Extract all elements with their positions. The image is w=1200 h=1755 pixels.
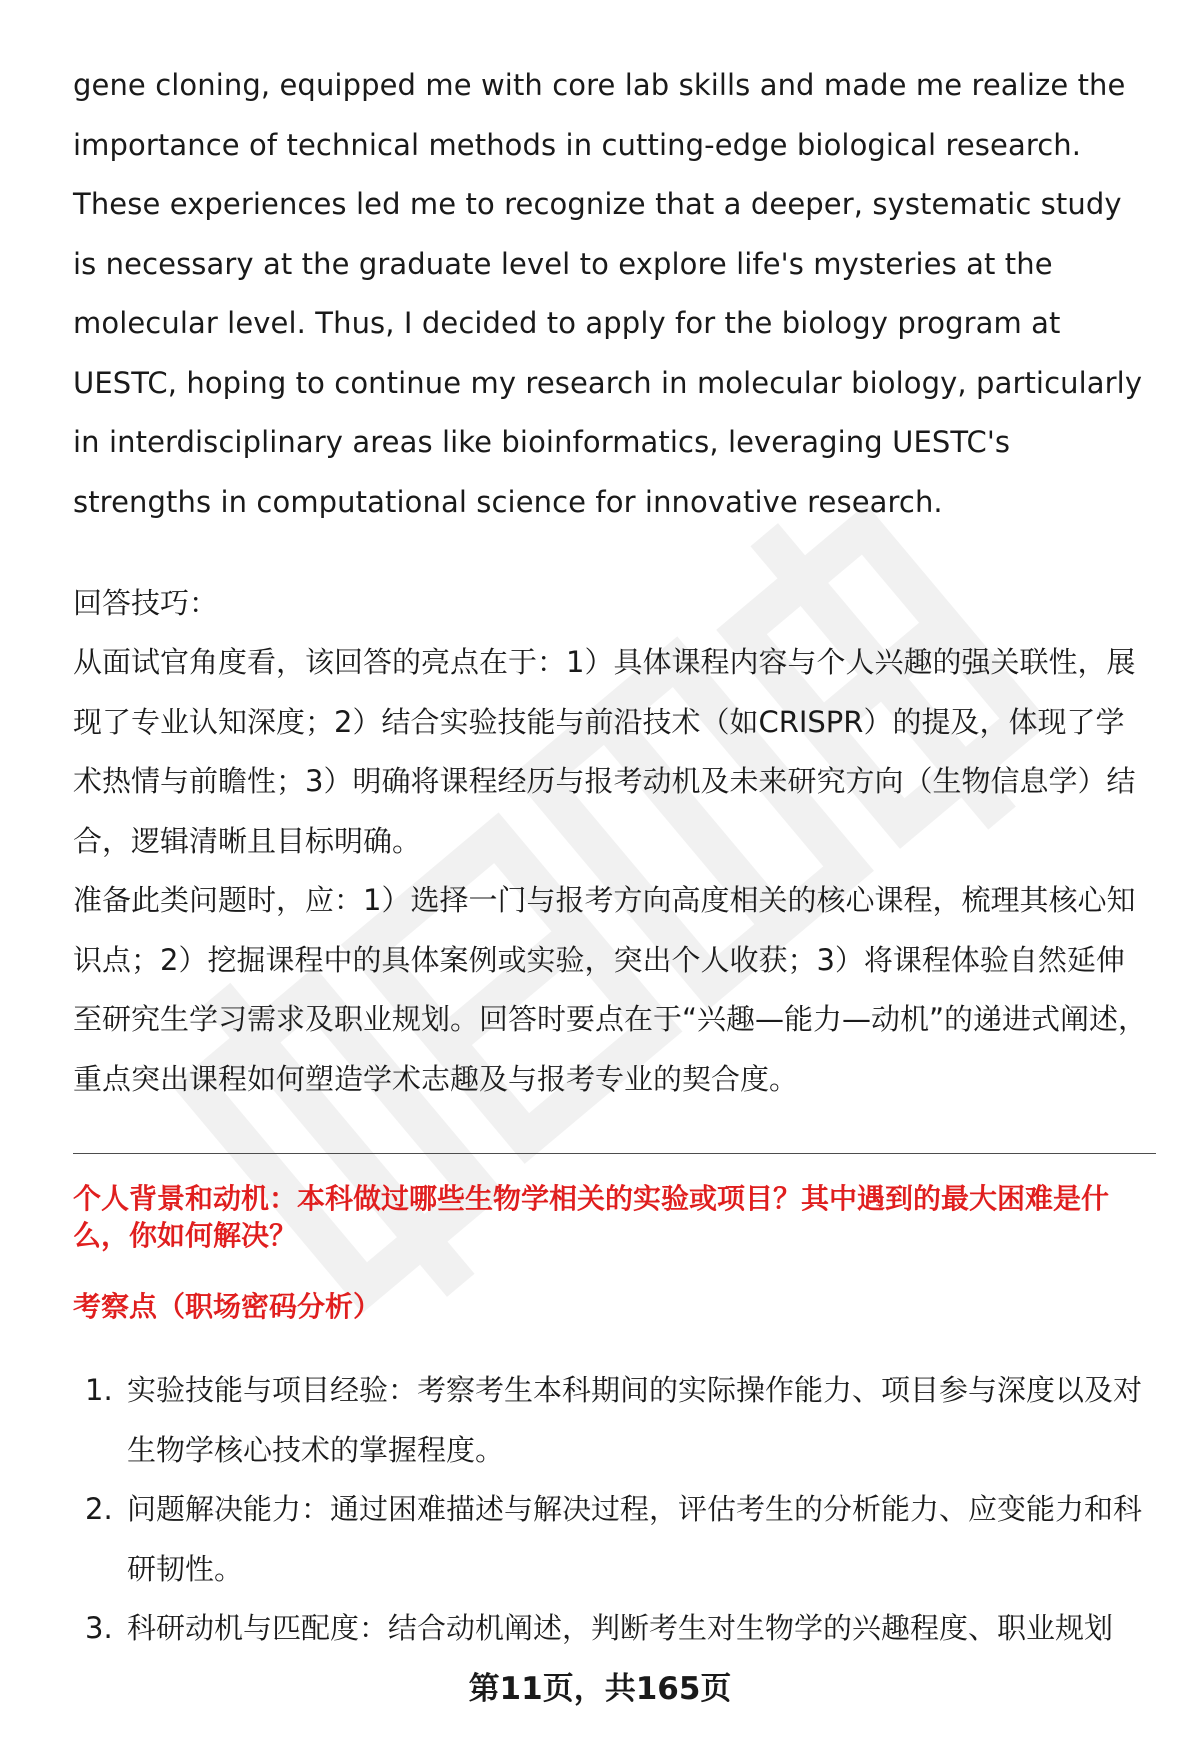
page-number: 第11页，共165页 — [468, 1671, 732, 1707]
section-divider — [73, 1153, 1156, 1154]
page-content — [73, 56, 1153, 1659]
list-item-number: 3. — [85, 1611, 113, 1645]
list-item-number: 2. — [85, 1492, 113, 1526]
list-item-text: 科研动机与匹配度：结合动机阐述，判断考生对生物学的兴趣程度、职业规划 — [127, 1611, 1114, 1645]
list-item — [73, 1480, 1153, 1599]
list-item-text: 问题解决能力：通过困难描述与解决过程，评估考生的分析能力、应变能力和科研韧性。 — [127, 1492, 1143, 1586]
question-subtitle: 考察点（职场密码分析） — [73, 1290, 382, 1323]
intro-paragraph: gene cloning, equipped me with core lab skills and made me realize the importance of technical methods in cutting-edge biological research. These experiences led me to recognize that a deeper, systematic study is necessary at the graduate level to explore life's mysteries at the molecular level. Thus, I decided to apply for the biology program at UESTC, hoping to continue my research in molecular biology, particularly in interdisciplinary areas like bioinformatics, leveraging UESTC's strengths in computational science for innovative research. — [73, 68, 1143, 519]
tips-heading: 回答技巧： — [73, 586, 219, 620]
list-item — [73, 1599, 1153, 1659]
list-item — [73, 1361, 1153, 1480]
assessment-list — [73, 1361, 1153, 1659]
list-item-number: 1. — [85, 1373, 113, 1407]
question-title: 个人背景和动机：本科做过哪些生物学相关的实验或项目？其中遇到的最大困难是什么，你如何解决？ — [73, 1182, 1110, 1252]
tips-paragraph-2: 准备此类问题时，应：1）选择一门与报考方向高度相关的核心课程，梳理其核心知识点；2）挖掘课程中的具体案例或实验，突出个人收获；3）将课程体验自然延伸至研究生学习需求及职业规划。回答时要点在于“兴趣—能力—动机”的递进式阐述，重点突出课程如何塑造学术志趣及与报考专业的契合度。 — [73, 883, 1148, 1096]
tips-paragraph-1: 从面试官角度看，该回答的亮点在于：1）具体课程内容与个人兴趣的强关联性，展现了专业认知深度；2）结合实验技能与前沿技术（如CRISPR）的提及，体现了学术热情与前瞻性；3）明确将课程经历与报考动机及未来研究方向（生物信息学）结合，逻辑清晰且目标明确。 — [73, 645, 1136, 858]
list-item-text: 实验技能与项目经验：考察考生本科期间的实际操作能力、项目参与深度以及对生物学核心技术的掌握程度。 — [127, 1373, 1143, 1467]
